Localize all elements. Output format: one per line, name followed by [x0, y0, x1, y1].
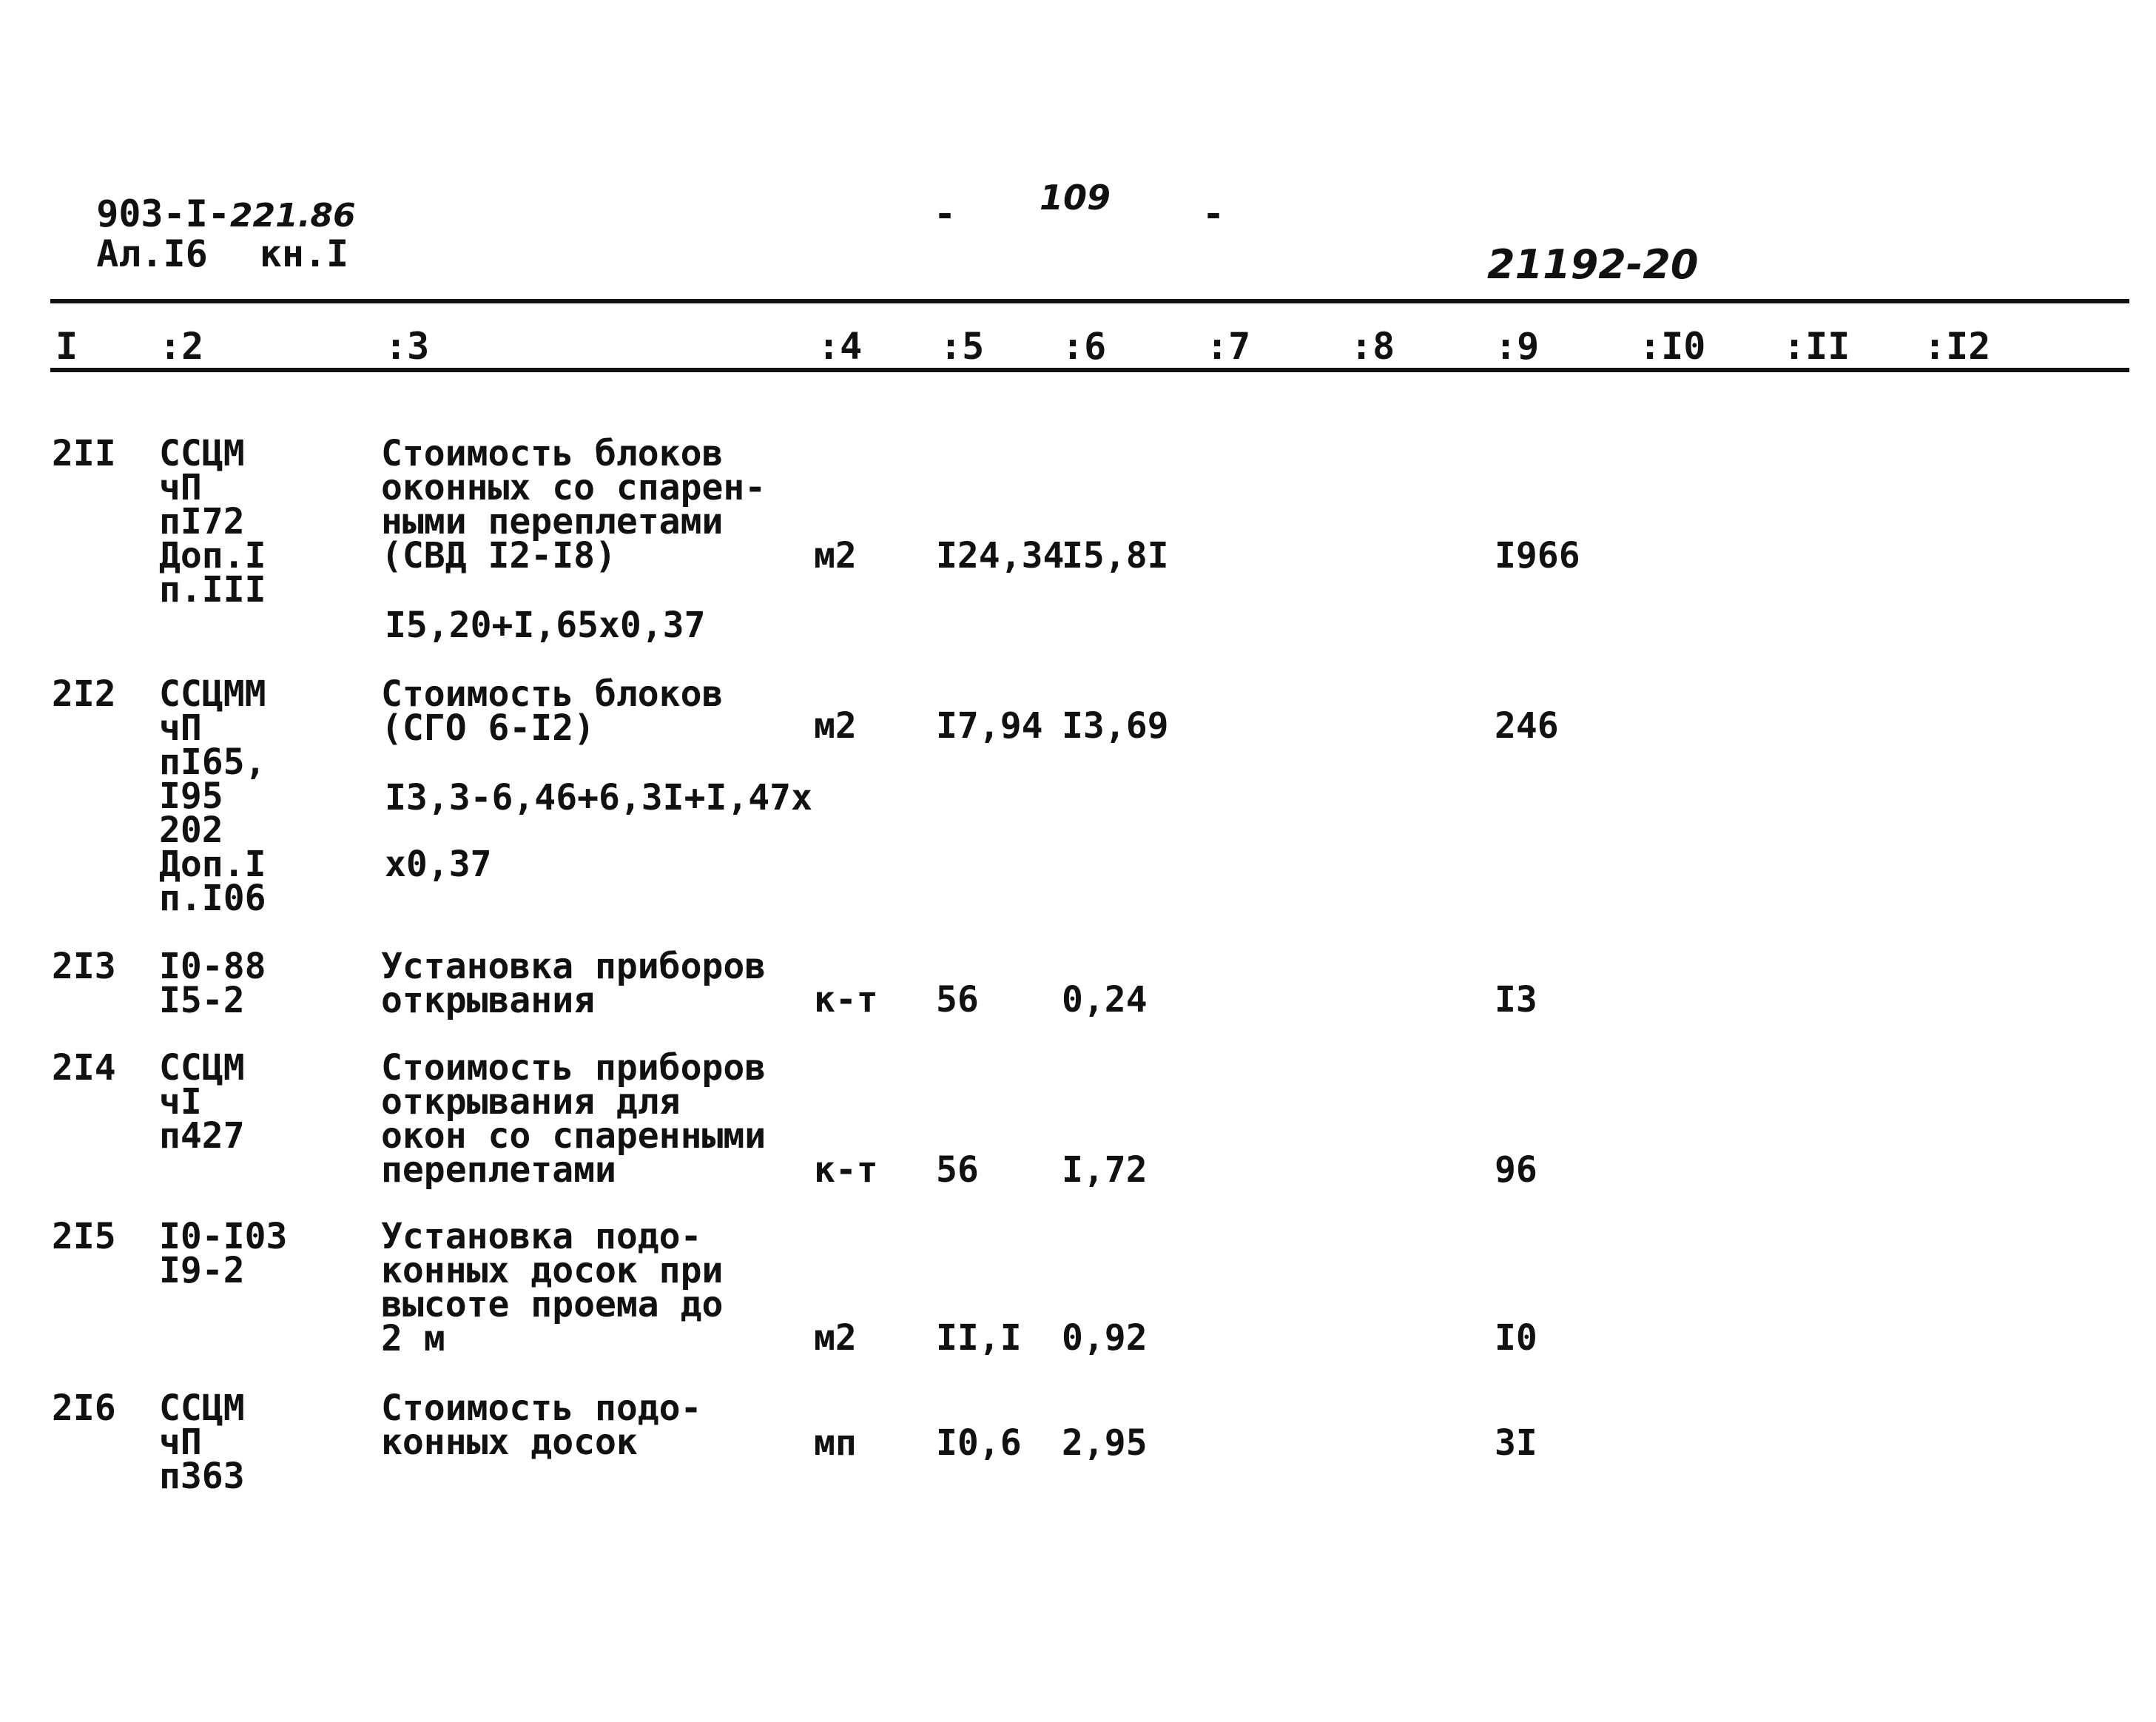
row-unit-price: 0,24: [1062, 979, 1148, 1020]
row-number: 2I4: [52, 1047, 116, 1089]
row-unit: к-т: [814, 1149, 878, 1191]
row-total: 246: [1495, 705, 1559, 747]
row-unit: мп: [814, 1422, 857, 1464]
row-description: Стоимость подо- конных досок: [381, 1388, 702, 1463]
row-unit-price: 2,95: [1062, 1422, 1148, 1464]
row-formula-line-1: I3,3-6,46+6,3I+I,47х: [385, 777, 812, 818]
row-number: 2I5: [52, 1216, 116, 1257]
row-formula: I5,20+I,65х0,37: [385, 605, 706, 646]
row-number: 2II: [52, 433, 116, 474]
column-header-7: :7: [1206, 325, 1251, 368]
book-number: кн.I: [259, 232, 349, 275]
row-unit-price: I,72: [1062, 1149, 1148, 1191]
column-header-8: :8: [1350, 325, 1395, 368]
page-number: 109: [1040, 178, 1111, 218]
column-header-10: :I0: [1639, 325, 1706, 368]
column-header-9: :9: [1495, 325, 1540, 368]
row-description: Установка приборов открывания: [381, 946, 767, 1021]
row-unit-price: 0,92: [1062, 1317, 1148, 1359]
row-unit-price: I3,69: [1062, 705, 1169, 747]
row-number: 2I2: [52, 673, 116, 715]
row-reference-code: ССЦМ чI п427: [159, 1047, 245, 1157]
row-quantity: I0,6: [936, 1422, 1022, 1464]
row-description: Установка подо- конных досок при высоте проема до 2 м: [381, 1216, 724, 1359]
row-formula-line-2: х0,37: [385, 844, 492, 885]
row-quantity: I7,94: [936, 705, 1043, 747]
header-bottom-rule: [50, 368, 2129, 372]
row-unit: м2: [814, 1317, 857, 1359]
row-reference-code: I0-I03 I9-2: [159, 1216, 288, 1291]
column-header-5: :5: [940, 325, 985, 368]
page-dash-left: -: [934, 192, 957, 235]
row-total: I3: [1495, 979, 1537, 1020]
page-dash-right: -: [1202, 192, 1225, 235]
row-reference-code: ССЦМ чП пI72 Доп.I п.III: [159, 433, 266, 611]
row-reference-code: ССЦММ чП пI65, I95 202 Доп.I п.I06: [159, 673, 266, 919]
column-header-2: :2: [159, 325, 204, 368]
row-unit: к-т: [814, 979, 878, 1020]
sheet-code: 21192-20: [1487, 241, 1699, 288]
row-total: I966: [1495, 535, 1580, 576]
row-description: Стоимость приборов открывания для окон со спаренными переплетами: [381, 1047, 767, 1191]
row-number: 2I3: [52, 946, 116, 987]
row-quantity: I24,34: [936, 535, 1065, 576]
row-quantity: 56: [936, 979, 979, 1020]
row-quantity: 56: [936, 1149, 979, 1191]
column-header-6: :6: [1062, 325, 1107, 368]
column-header-1: I: [55, 325, 78, 368]
row-unit: м2: [814, 705, 857, 747]
column-header-4: :4: [818, 325, 863, 368]
album-book-line: [52, 194, 348, 274]
row-unit: м2: [814, 535, 857, 576]
document-code-handwritten: 221.86: [229, 197, 356, 235]
column-header-11: :II: [1783, 325, 1850, 368]
row-reference-code: I0-88 I5-2: [159, 946, 266, 1021]
column-header-3: :3: [385, 325, 430, 368]
row-reference-code: ССЦМ чП п363: [159, 1388, 245, 1497]
album-number: Ал.I6: [96, 232, 208, 275]
row-total: 3I: [1495, 1422, 1537, 1464]
column-header-12: :I2: [1924, 325, 1991, 368]
header-top-rule: [50, 299, 2129, 303]
row-unit-price: I5,8I: [1062, 535, 1169, 576]
row-total: 96: [1495, 1149, 1537, 1191]
document-code-prefix: 903-I-: [96, 192, 230, 235]
row-description: Стоимость блоков оконных со спарен- ными переплетами (СВД I2-I8): [381, 433, 767, 576]
row-total: I0: [1495, 1317, 1537, 1359]
row-number: 2I6: [52, 1388, 116, 1429]
row-description: Стоимость блоков (СГО 6-I2): [381, 673, 724, 749]
row-quantity: II,I: [936, 1317, 1022, 1359]
